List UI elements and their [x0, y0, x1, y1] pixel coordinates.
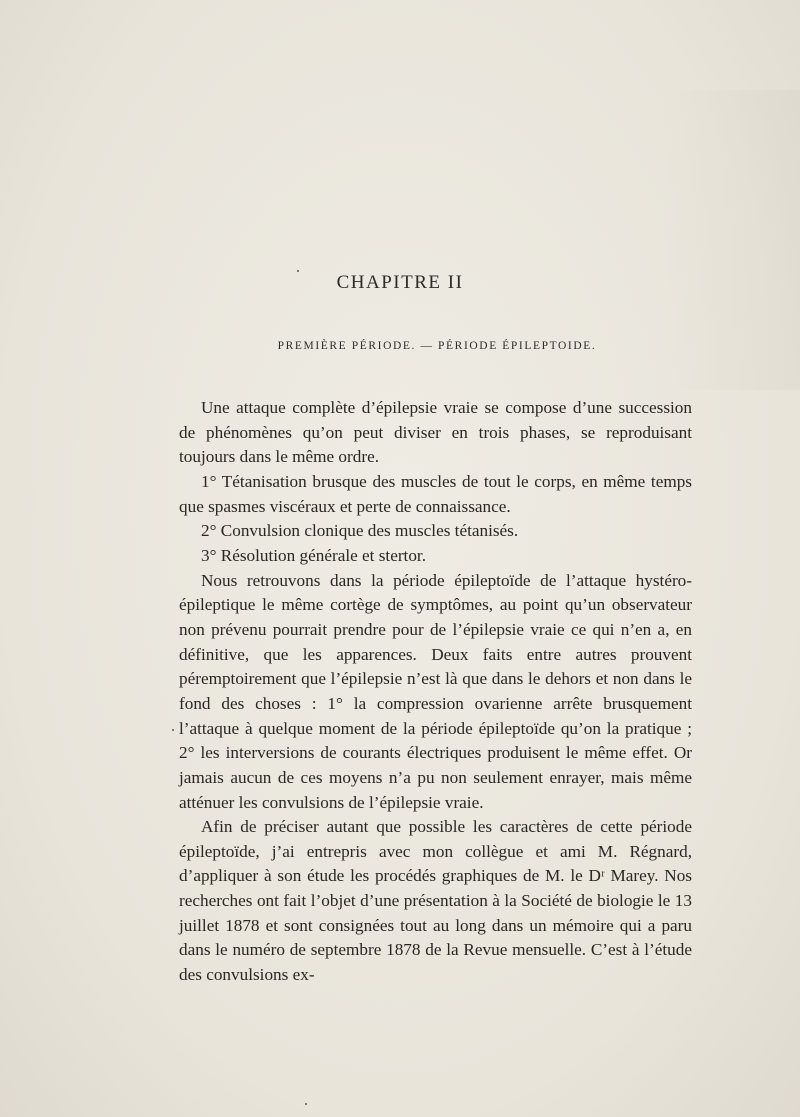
chapter-title: CHAPITRE II	[336, 272, 464, 293]
print-speck	[297, 270, 299, 272]
paragraph-hystero-epileptic: Nous retrouvons dans la période épileptoïde de l’attaque hystéro-épileptique le même cortège de symptômes, au point qu’un observateur non prévenu pourrait prendre pour de l’épilepsie vraie ce qui n’en a, en définitive, que les apparences. Deux faits entre autres prouvent péremptoirement que l’épilepsie n’est là que dans le dehors et non dans le fond des choses : 1° la compression ovarienne arrête brusquement l’attaque à quelque moment de la période épileptoïde qu’on la pratique ; 2° les interversions de courants électriques produisent le même effet. Or jamais aucun de ces moyens n’a pu non seulement enrayer, mais même atténuer les convulsions de l’épilepsie vraie.	[179, 570, 692, 812]
paragraph-phase-3: 3° Résolution générale et stertor.	[201, 545, 426, 565]
print-speck	[172, 729, 174, 731]
chapter-subtitle: PREMIÈRE PÉRIODE. — PÉRIODE ÉPILEPTOIDE.	[277, 340, 597, 352]
paragraph-graphic-methods: Afin de préciser autant que possible les caractères de cette période épileptoïde, j’ai entrepris avec mon collègue et ami M. Régnard, d’appliquer à son étude les procédés graphiques de M. le Dʳ Marey. Nos recherches ont fait l’objet d’une présentation à la Société de biologie le 13 juillet 1878 et sont consignées tout au long dans un mémoire qui a paru dans le numéro de septembre 1878 de la Revue mensuelle. C’est à l’étude des convulsions ex-	[179, 817, 692, 985]
paragraph-intro: Une attaque complète d’épilepsie vraie se compose d’une succession de phénomènes qu’on peut diviser en trois phases, se reproduisant toujours dans le même ordre.	[179, 398, 692, 467]
paragraph-phase-2: 2° Convulsion clonique des muscles tétanisés.	[201, 521, 519, 541]
paragraph-phase-1: 1° Tétanisation brusque des muscles de tout le corps, en même temps que spasmes viscéraux et perte de connaissance.	[179, 471, 692, 516]
body-text	[179, 396, 692, 988]
print-speck	[305, 1103, 307, 1105]
